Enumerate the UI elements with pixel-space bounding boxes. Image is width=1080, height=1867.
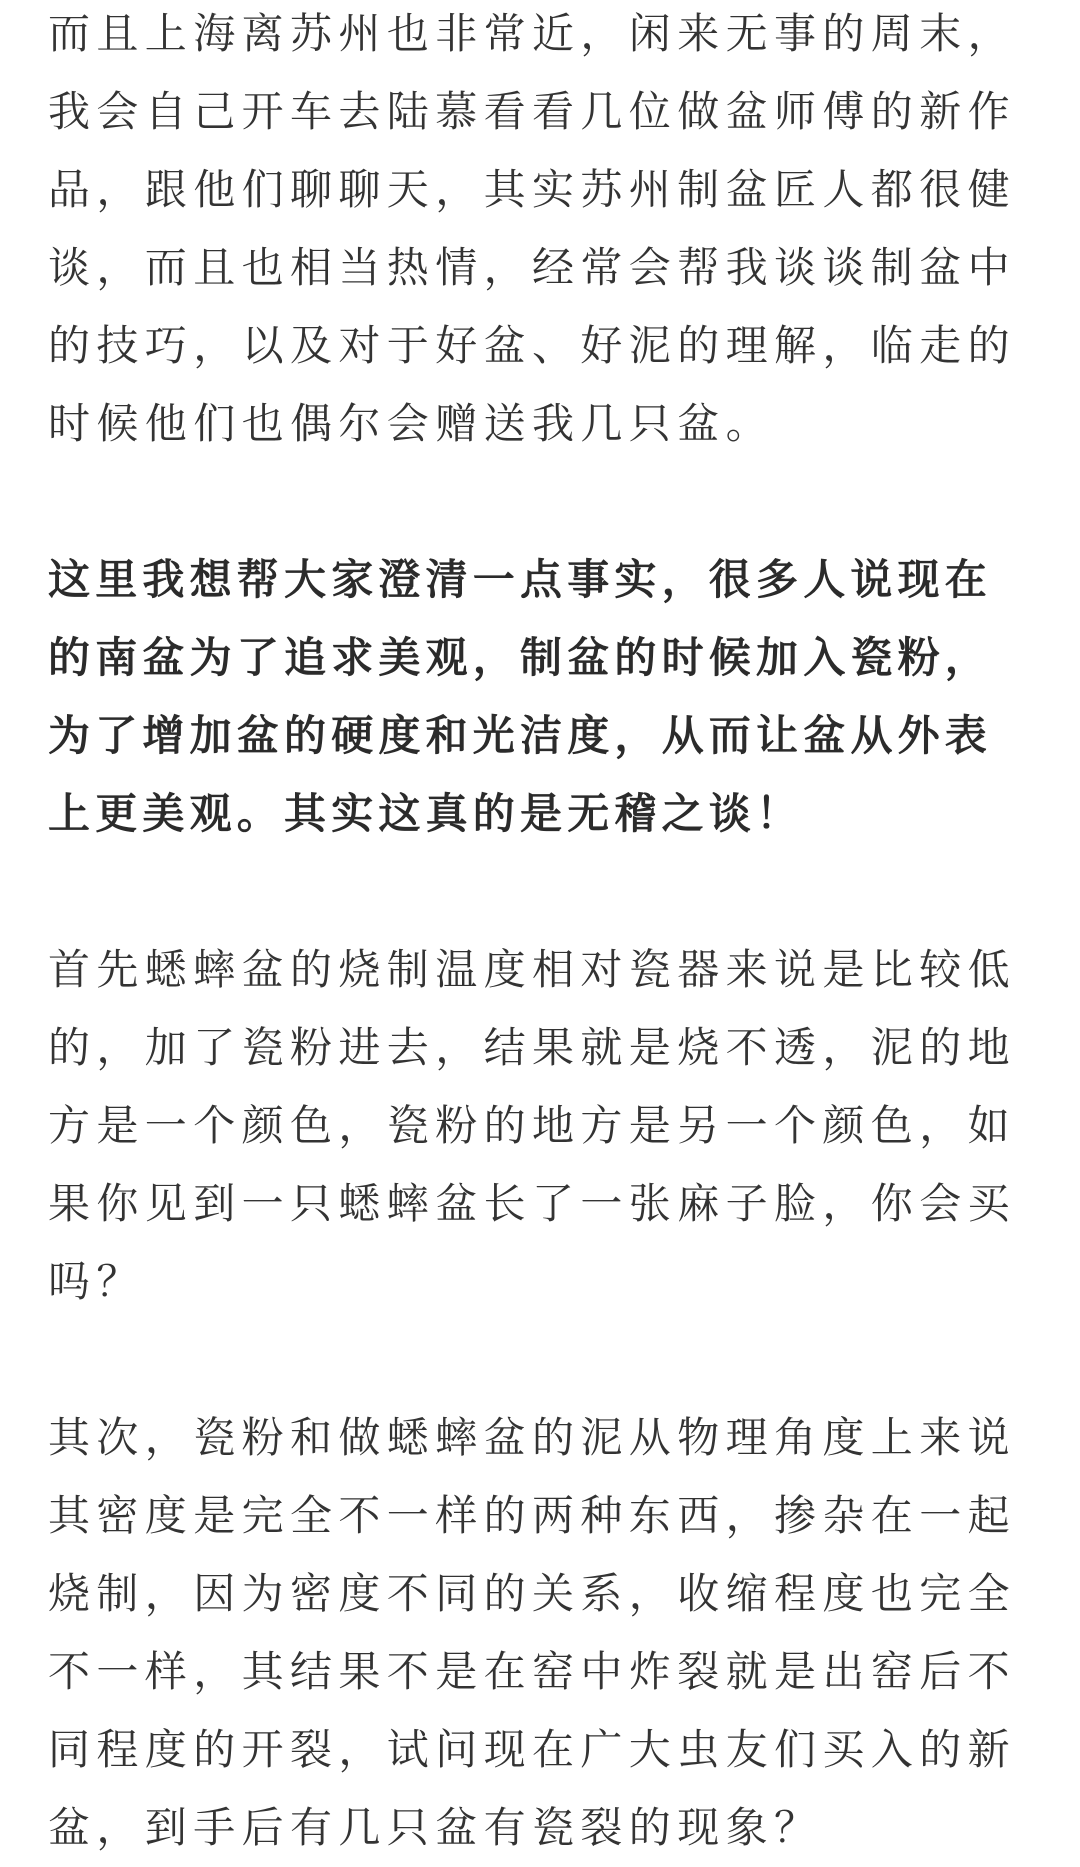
paragraph-line: 谈，而且也相当热情，经常会帮我谈谈制盆中 (48, 243, 1017, 292)
paragraph-line: 的南盆为了追求美观，制盆的时候加入瓷粉， (48, 633, 993, 682)
paragraph-line: 的技巧，以及对于好盆、好泥的理解，临走的 (48, 321, 1017, 370)
paragraph-2-emphasis (48, 541, 1038, 853)
article-body (48, 0, 1038, 1867)
paragraph-line: 同程度的开裂，试问现在广大虫友们买入的新 (48, 1725, 1017, 1774)
paragraph-line: 上更美观。其实这真的是无稽之谈！ (48, 789, 804, 838)
paragraph-line: 吗？ (48, 1257, 145, 1306)
paragraph-line: 方是一个颜色，瓷粉的地方是另一个颜色，如 (48, 1101, 1017, 1150)
paragraph-line: 时候他们也偶尔会赠送我几只盆。 (48, 399, 775, 448)
paragraph-spacer (48, 463, 1038, 541)
paragraph-line: 不一样，其结果不是在窑中炸裂就是出窑后不 (48, 1647, 1017, 1696)
paragraph-line: 盆，到手后有几只盆有瓷裂的现象？ (48, 1803, 823, 1852)
paragraph-line: 烧制，因为密度不同的关系，收缩程度也完全 (48, 1569, 1017, 1618)
paragraph-line: 而且上海离苏州也非常近，闲来无事的周末， (48, 9, 1017, 58)
paragraph-line: 其次，瓷粉和做蟋蟀盆的泥从物理角度上来说 (48, 1413, 1017, 1462)
paragraph-line: 其密度是完全不一样的两种东西，掺杂在一起 (48, 1491, 1017, 1540)
paragraph-4 (48, 1399, 1038, 1867)
paragraph-line: 我会自己开车去陆慕看看几位做盆师傅的新作 (48, 87, 1017, 136)
paragraph-1 (48, 0, 1038, 463)
paragraph-line: 这里我想帮大家澄清一点事实，很多人说现在 (48, 555, 993, 604)
paragraph-3 (48, 931, 1038, 1321)
paragraph-line: 为了增加盆的硬度和光洁度，从而让盆从外表 (48, 711, 993, 760)
paragraph-spacer (48, 1321, 1038, 1399)
paragraph-line: 果你见到一只蟋蟀盆长了一张麻子脸，你会买 (48, 1179, 1017, 1228)
paragraph-line: 首先蟋蟀盆的烧制温度相对瓷器来说是比较低 (48, 945, 1017, 994)
paragraph-spacer (48, 853, 1038, 931)
paragraph-line: 品，跟他们聊聊天，其实苏州制盆匠人都很健 (48, 165, 1017, 214)
paragraph-line: 的，加了瓷粉进去，结果就是烧不透，泥的地 (48, 1023, 1017, 1072)
